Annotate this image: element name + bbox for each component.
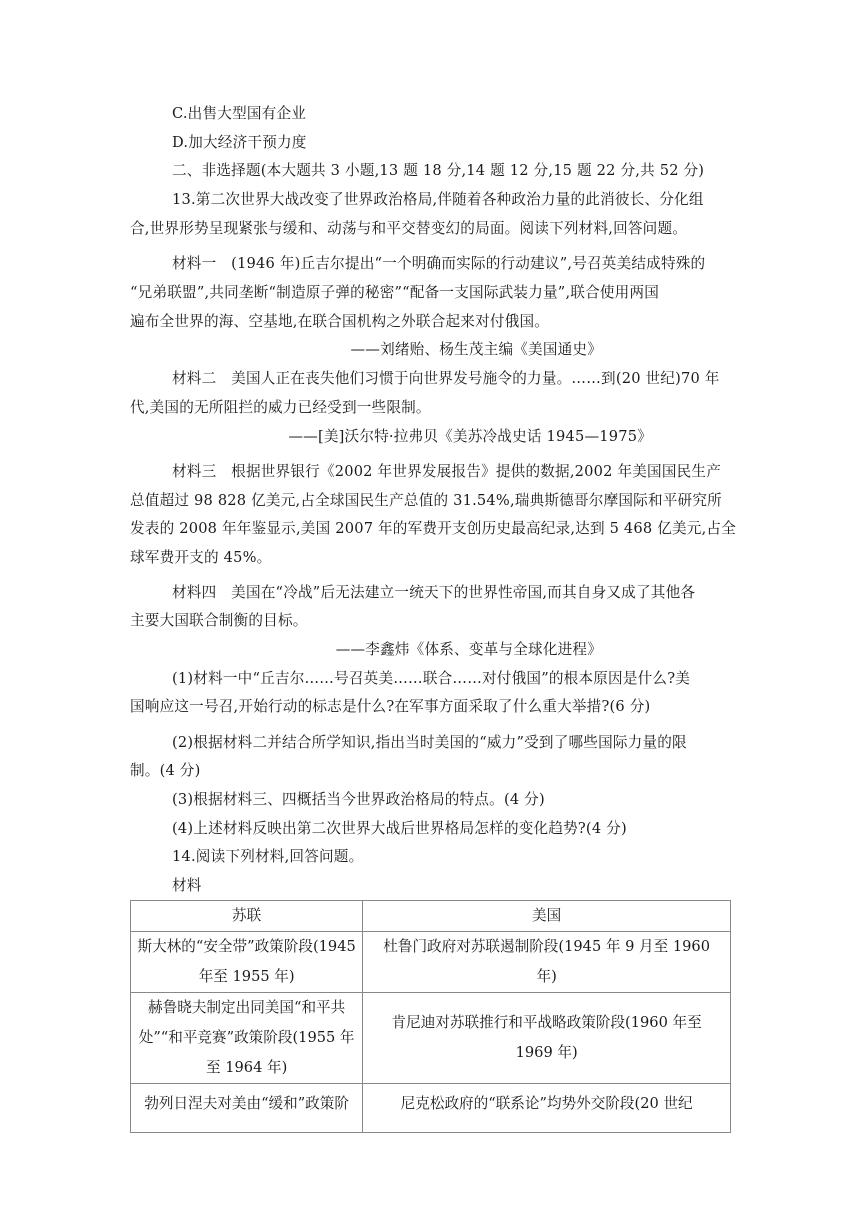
material-2-line: 材料二 美国人正在丧失他们习惯于向世界发号施令的力量。……到(20 世纪)70 年 — [172, 370, 720, 387]
material-4-line: 材料四 美国在“冷战”后无法建立一统天下的世界性帝国,而其自身又成了其他各 — [172, 584, 696, 601]
material-3-line: 材料三 根据世界银行《2002 年世界发展报告》提供的数据,2002 年美国国民生产 — [172, 463, 722, 480]
material-2-line: 代,美国的无所阻拦的威力已经受到一些限制。 — [130, 399, 431, 416]
q13-subquestion-2: (2)根据材料二并结合所学知识,指出当时美国的“威力”受到了哪些国际力量的限 — [172, 734, 687, 751]
option-d: D.加大经济干预力度 — [172, 134, 307, 151]
material-1-line: “兄弟联盟”,共同垄断“制造原子弹的秘密”“配备一支国际武装力量”,联合使用两国 — [130, 284, 660, 301]
material-3-line: 总值超过 98 828 亿美元,占全球国民生产总值的 31.54%,瑞典斯德哥尔摩国际和平研究所 — [130, 492, 722, 509]
table-cell-usa: 杜鲁门政府对苏联遏制阶段(1945 年 9 月至 1960 年) — [363, 932, 731, 993]
q13-stem-line: 合,世界形势呈现紧张与缓和、动荡与和平交替变幻的局面。阅读下列材料,回答问题。 — [130, 220, 688, 237]
table-header-ussr: 苏联 — [131, 901, 363, 932]
q13-subquestion-1: (1)材料一中“丘吉尔……号召英美……联合……对付俄国”的根本原因是什么?美 — [172, 670, 691, 687]
material-1-line: 遍布全世界的海、空基地,在联合国机构之外联合起来对付俄国。 — [130, 313, 550, 330]
table-header-usa: 美国 — [363, 901, 731, 932]
q13-subquestion-4: (4)上述材料反映出第二次世界大战后世界格局怎样的变化趋势?(4 分) — [172, 820, 627, 837]
section-heading: 二、非选择题(本大题共 3 小题,13 题 18 分,14 题 12 分,15 题 22 分,共 52 分) — [172, 162, 705, 179]
material-1-line: 材料一 (1946 年)丘吉尔提出“一个明确而实际的行动建议”,号召英美结成特殊的 — [172, 255, 706, 272]
option-c: C.出售大型国有企业 — [172, 105, 307, 122]
table-cell-ussr: 勃列日涅夫对美由“缓和”政策阶 — [131, 1084, 363, 1133]
material-4-source: ——李鑫炜《体系、变革与全球化进程》 — [335, 641, 602, 658]
q13-subquestion-1: 国响应这一号召,开始行动的标志是什么?在军事方面采取了什么重大举措?(6 分) — [130, 698, 651, 715]
table-row — [131, 932, 731, 993]
table-row — [131, 1084, 731, 1133]
table-cell-ussr: 斯大林的“安全带”政策阶段(1945 年至 1955 年) — [131, 932, 363, 993]
q14-material-label: 材料 — [172, 877, 202, 894]
material-2-source: ——[美]沃尔特·拉弗贝《美苏冷战史话 1945—1975》 — [288, 428, 652, 445]
q13-subquestion-3: (3)根据材料三、四概括当今世界政治格局的特点。(4 分) — [172, 791, 545, 808]
table-cell-usa: 肯尼迪对苏联推行和平战略政策阶段(1960 年至 1969 年) — [363, 993, 731, 1084]
material-1-source: ——刘绪贻、杨生茂主编《美国通史》 — [350, 341, 602, 358]
q13-subquestion-2: 制。(4 分) — [130, 762, 201, 779]
table-cell-ussr: 赫鲁晓夫制定出同美国“和平共 处”“和平竞赛”政策阶段(1955 年 至 1964 年) — [131, 993, 363, 1084]
material-4-line: 主要大国联合制衡的目标。 — [130, 612, 308, 629]
table-row — [131, 993, 731, 1084]
q13-stem-line: 13.第二次世界大战改变了世界政治格局,伴随着各种政治力量的此消彼长、分化组 — [172, 191, 704, 208]
table-header-row — [131, 901, 731, 932]
material-table — [130, 900, 731, 1133]
table-cell-usa: 尼克松政府的“联系论”均势外交阶段(20 世纪 — [363, 1084, 731, 1133]
q14-stem: 14.阅读下列材料,回答问题。 — [172, 848, 364, 865]
material-3-line: 发表的 2008 年年鉴显示,美国 2007 年的军费开支创历史最高纪录,达到 5 468 亿美元,占全 — [130, 520, 737, 537]
material-3-line: 球军费开支的 45%。 — [130, 549, 272, 566]
